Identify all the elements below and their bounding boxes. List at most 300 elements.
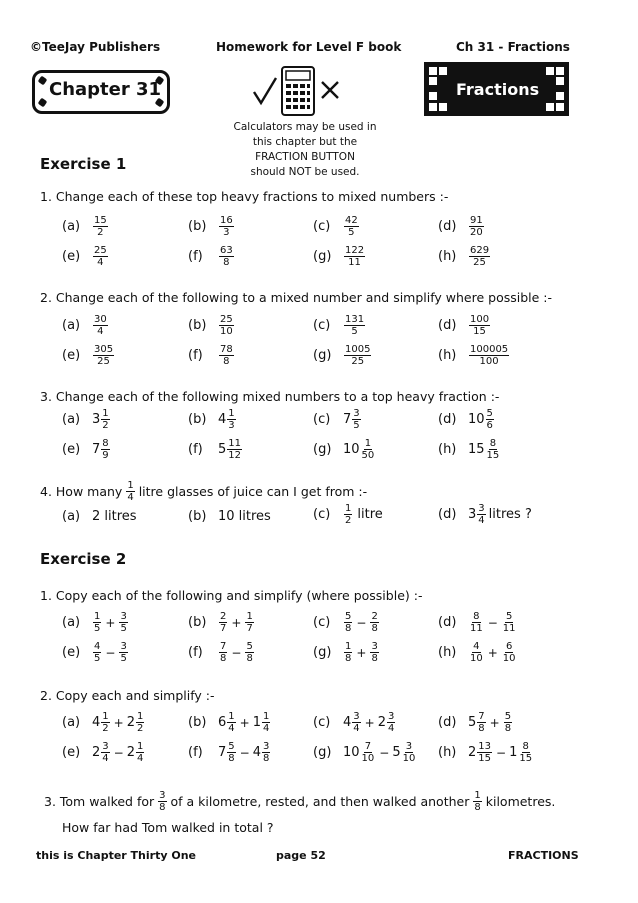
- fraction: [518, 741, 533, 764]
- numerator: 8: [489, 438, 497, 449]
- item-label: (c): [313, 318, 331, 333]
- item-label: (d): [438, 507, 457, 522]
- chapter-badge: [32, 70, 170, 114]
- denominator: 2: [345, 515, 352, 526]
- denominator: 4: [353, 723, 360, 734]
- numerator: 3: [159, 790, 166, 801]
- publisher-label: ©TeeJay Publishers: [30, 40, 161, 54]
- item-label: (g): [313, 645, 332, 660]
- fraction: [477, 503, 485, 526]
- denominator: 8: [159, 802, 166, 813]
- numerator: 3: [263, 741, 270, 752]
- item-label: (c): [313, 507, 331, 522]
- fraction: [136, 741, 144, 764]
- item-label: (c): [313, 715, 331, 730]
- exercise-item: [313, 438, 376, 461]
- operator: +: [231, 615, 242, 630]
- exercise-item: [62, 408, 111, 431]
- fraction: [245, 611, 253, 634]
- fraction: [469, 611, 484, 634]
- fraction: [344, 215, 359, 238]
- exercise-item: [313, 408, 362, 431]
- item-label: (a): [62, 412, 81, 427]
- fraction: [227, 711, 235, 734]
- fraction: [262, 741, 270, 764]
- exercise-item: [62, 711, 145, 734]
- denominator: 8: [504, 723, 512, 734]
- item-value: 2 litres: [92, 509, 137, 524]
- numerator: 3: [371, 641, 378, 652]
- fraction: [93, 344, 114, 367]
- fraction: [477, 741, 492, 764]
- numerator: 1: [137, 711, 144, 722]
- fraction: [227, 438, 242, 461]
- numerator: 63: [220, 245, 233, 256]
- denominator: 5: [348, 227, 355, 238]
- question-1-text: 1. Change each of these top heavy fractions to mixed numbers :-: [40, 189, 449, 204]
- exercise-item: [62, 641, 129, 664]
- numerator: 1: [345, 503, 352, 514]
- fraction: [219, 641, 227, 664]
- exercise-item: [62, 741, 145, 764]
- operator: +: [239, 715, 250, 730]
- numerator: 15: [94, 215, 107, 226]
- note-line: Calculators may be used in: [233, 121, 377, 133]
- exercise-item: [188, 245, 235, 268]
- item-label: (f): [188, 348, 203, 363]
- calculator-icon: [281, 66, 315, 120]
- fraction: [469, 215, 484, 238]
- numerator: 1: [364, 438, 372, 449]
- footer-chapter-text: this is Chapter Thirty One: [36, 849, 196, 862]
- whole-number: 5: [218, 442, 227, 457]
- fraction: [101, 438, 109, 461]
- exercise-item: [438, 314, 491, 337]
- exercise-item: [188, 611, 255, 634]
- whole-number: 4: [218, 412, 227, 427]
- item-label: (h): [438, 745, 457, 760]
- item-label: (a): [62, 615, 81, 630]
- denominator: 7: [246, 623, 253, 634]
- exercise-item: [188, 408, 237, 431]
- question-4-text: [40, 480, 367, 503]
- exercise-item: [62, 215, 109, 238]
- numerator: 1: [94, 611, 101, 622]
- numerator: 1: [345, 641, 352, 652]
- item-label: (g): [313, 442, 332, 457]
- denominator: 12: [228, 450, 242, 461]
- fraction: [469, 314, 490, 337]
- denominator: 11: [502, 623, 516, 634]
- whole-number: 2: [126, 745, 135, 760]
- cross-mark-icon: [320, 80, 340, 104]
- exercise-item: [313, 245, 366, 268]
- note-line: FRACTION BUTTON: [255, 151, 355, 163]
- denominator: 8: [371, 653, 378, 664]
- numerator: 1: [102, 408, 109, 419]
- exercise-2-title: Exercise 2: [40, 550, 127, 568]
- question-2-text: 2. Change each of the following to a mixed number and simplify where possible :-: [40, 290, 553, 305]
- item-value: 10 litres: [218, 509, 271, 524]
- whole-number: 5: [392, 745, 401, 760]
- numerator: 3: [353, 711, 360, 722]
- numerator: 1: [102, 711, 109, 722]
- footer-page-number: page 52: [276, 849, 326, 862]
- whole-number: 4: [252, 745, 261, 760]
- whole-number: 5: [468, 715, 477, 730]
- fraction: [361, 438, 376, 461]
- numerator: 5: [228, 741, 235, 752]
- denominator: 8: [478, 723, 485, 734]
- q4-item-a: [62, 509, 137, 524]
- item-label: (f): [188, 442, 203, 457]
- denominator: 8: [220, 653, 227, 664]
- operator: +: [105, 615, 116, 630]
- denominator: 5: [120, 623, 127, 634]
- exercise-item: [188, 314, 235, 337]
- denominator: 11: [470, 623, 483, 634]
- numerator: 5: [504, 711, 512, 722]
- exercise-item: [188, 215, 235, 238]
- exercise-item: [438, 611, 518, 634]
- whole-number: 4: [92, 715, 101, 730]
- item-label: (a): [62, 318, 81, 333]
- item-label: (f): [188, 645, 203, 660]
- whole-number: 3: [92, 412, 101, 427]
- denominator: 4: [102, 753, 109, 764]
- fraction: [502, 611, 517, 634]
- item-label: (e): [62, 249, 81, 264]
- numerator: 629: [470, 245, 490, 256]
- fraction: [352, 408, 360, 431]
- fraction: [344, 641, 352, 664]
- exercise-item: [438, 438, 501, 461]
- exercise-1-title: Exercise 1: [40, 155, 127, 173]
- q3-text-middle: of a kilometre, rested, and then walked another: [170, 794, 470, 809]
- fraction: [119, 641, 127, 664]
- numerator: 100: [470, 314, 490, 325]
- ex2-question-1-text: 1. Copy each of the following and simplify (where possible) :-: [40, 588, 423, 603]
- item-label: (d): [438, 318, 457, 333]
- numerator: 7: [364, 741, 372, 752]
- fraction: [473, 790, 481, 813]
- fraction: [344, 245, 365, 268]
- denominator: 3: [228, 420, 235, 431]
- numerator: 3: [405, 741, 413, 752]
- whole-number: 3: [468, 507, 477, 522]
- denominator: 8: [228, 753, 235, 764]
- operator: −: [356, 615, 367, 630]
- denominator: 8: [223, 257, 230, 268]
- operator: −: [113, 745, 124, 760]
- numerator: 100005: [470, 344, 509, 355]
- fraction: [101, 741, 109, 764]
- fraction: [262, 711, 270, 734]
- numerator: 7: [478, 711, 485, 722]
- fraction: [344, 314, 365, 337]
- chapter-reference: Ch 31 - Fractions: [456, 40, 570, 54]
- numerator: 5: [246, 641, 253, 652]
- exercise-item: [313, 711, 396, 734]
- operator: −: [105, 645, 116, 660]
- denominator: 4: [263, 723, 270, 734]
- denominator: 25: [351, 356, 365, 367]
- fraction: [93, 611, 101, 634]
- exercise-item: [313, 215, 360, 238]
- whole-number: 7: [92, 442, 101, 457]
- denominator: 4: [388, 723, 395, 734]
- q4-text-after: litre glasses of juice can I get from :-: [138, 484, 368, 499]
- item-value: litres ?: [488, 507, 532, 522]
- item-label: (g): [313, 249, 332, 264]
- note-line: should NOT be used.: [250, 166, 360, 178]
- numerator: 305: [94, 344, 114, 355]
- exercise-item: [62, 314, 109, 337]
- item-label: (a): [62, 715, 81, 730]
- denominator: 25: [97, 356, 110, 367]
- whole-number: 1: [509, 745, 518, 760]
- q4-fraction: [126, 480, 134, 503]
- exercise-item: [188, 711, 271, 734]
- denominator: 4: [97, 257, 104, 268]
- item-label: (f): [188, 249, 203, 264]
- item-label: (b): [188, 715, 207, 730]
- numerator: 13: [478, 741, 492, 752]
- whole-number: 10: [343, 745, 360, 760]
- fraction: [93, 245, 108, 268]
- item-label: (e): [62, 348, 81, 363]
- denominator: 5: [351, 326, 358, 337]
- whole-number: 4: [343, 715, 352, 730]
- denominator: 15: [519, 753, 533, 764]
- denominator: 4: [228, 723, 235, 734]
- denominator: 4: [97, 326, 104, 337]
- numerator: 2: [220, 611, 227, 622]
- numerator: 1: [263, 711, 270, 722]
- fraction: [227, 741, 235, 764]
- item-label: (h): [438, 442, 457, 457]
- fraction: [502, 641, 517, 664]
- whole-number: 2: [468, 745, 477, 760]
- numerator: 7: [220, 641, 227, 652]
- denominator: 7: [220, 623, 227, 634]
- q4-item-b: [188, 509, 271, 524]
- item-label: (h): [438, 645, 457, 660]
- exercise-item: [313, 641, 380, 664]
- numerator: 25: [94, 245, 107, 256]
- numerator: 16: [220, 215, 233, 226]
- numerator: 3: [388, 711, 395, 722]
- operator: +: [113, 715, 124, 730]
- numerator: 3: [102, 741, 109, 752]
- numerator: 2: [371, 611, 378, 622]
- exercise-item: [313, 611, 380, 634]
- whole-number: 6: [218, 715, 227, 730]
- ex2-question-3-text: [44, 790, 555, 813]
- denominator: 4: [127, 492, 134, 503]
- numerator: 8: [522, 741, 529, 752]
- numerator: 6: [505, 641, 513, 652]
- item-label: (h): [438, 348, 457, 363]
- exercise-item: [188, 741, 271, 764]
- fraction: [101, 408, 109, 431]
- ex2-question-2-text: 2. Copy each and simplify :-: [40, 688, 215, 703]
- item-label: (g): [313, 745, 332, 760]
- item-label: (d): [438, 715, 457, 730]
- fraction: [93, 215, 108, 238]
- item-label: (d): [438, 219, 457, 234]
- fraction: [101, 711, 109, 734]
- q3-text-before: 3. Tom walked for: [44, 794, 155, 809]
- numerator: 8: [102, 438, 109, 449]
- fraction: [136, 711, 144, 734]
- fraction: [227, 408, 235, 431]
- numerator: 4: [94, 641, 101, 652]
- numerator: 122: [345, 245, 365, 256]
- whole-number: 2: [92, 745, 101, 760]
- denominator: 15: [478, 753, 492, 764]
- fraction: [158, 790, 166, 813]
- fraction: [219, 611, 227, 634]
- numerator: 3: [120, 641, 127, 652]
- numerator: 1005: [345, 344, 371, 355]
- whole-number: 7: [343, 412, 352, 427]
- exercise-item: [188, 641, 255, 664]
- numerator: 1: [127, 480, 134, 491]
- numerator: 30: [94, 314, 107, 325]
- fractions-banner: [424, 62, 569, 116]
- numerator: 91: [470, 215, 483, 226]
- denominator: 5: [353, 420, 360, 431]
- denominator: 4: [137, 753, 144, 764]
- item-label: (b): [188, 615, 207, 630]
- numerator: 5: [505, 611, 513, 622]
- numerator: 4: [473, 641, 480, 652]
- operator: −: [487, 615, 498, 630]
- fraction: [219, 344, 234, 367]
- denominator: 15: [473, 326, 486, 337]
- denominator: 15: [486, 450, 500, 461]
- fraction: [219, 215, 234, 238]
- numerator: 1: [474, 790, 481, 801]
- book-title: Homework for Level F book: [216, 40, 402, 54]
- numerator: 3: [353, 408, 360, 419]
- denominator: 10: [220, 326, 233, 337]
- item-label: (c): [313, 412, 331, 427]
- exercise-item: [62, 438, 111, 461]
- denominator: 8: [371, 623, 378, 634]
- fraction: [93, 641, 101, 664]
- denominator: 6: [486, 420, 493, 431]
- denominator: 5: [94, 623, 101, 634]
- exercise-item: [62, 611, 129, 634]
- numerator: 1: [137, 741, 144, 752]
- item-label: (f): [188, 745, 203, 760]
- item-value: litre: [357, 507, 383, 522]
- numerator: 8: [473, 611, 480, 622]
- fraction: [504, 711, 512, 734]
- exercise-item: [438, 408, 495, 431]
- exercise-item: [62, 245, 109, 268]
- exercise-item: [438, 215, 485, 238]
- chapter-label: Chapter 31: [49, 79, 162, 100]
- numerator: 42: [345, 215, 358, 226]
- numerator: 78: [220, 344, 233, 355]
- numerator: 25: [220, 314, 233, 325]
- check-mark-icon: [252, 76, 278, 110]
- denominator: 5: [120, 653, 127, 664]
- operator: −: [379, 745, 390, 760]
- item-label: (b): [188, 412, 207, 427]
- fraction: [361, 741, 376, 764]
- whole-number: 7: [218, 745, 227, 760]
- fraction: [219, 245, 234, 268]
- denominator: 20: [470, 227, 483, 238]
- exercise-item: [438, 641, 518, 664]
- numerator: 5: [345, 611, 352, 622]
- q4-item-c: [313, 503, 383, 526]
- denominator: 8: [263, 753, 270, 764]
- denominator: 11: [348, 257, 361, 268]
- fraction: [352, 711, 360, 734]
- q3-text-after: kilometres.: [485, 794, 556, 809]
- q4-item-d: [438, 503, 532, 526]
- denominator: 50: [361, 450, 375, 461]
- exercise-item: [313, 314, 366, 337]
- question-3-text: 3. Change each of the following mixed numbers to a top heavy fraction :-: [40, 389, 500, 404]
- numerator: 1: [228, 408, 235, 419]
- whole-number: 1: [252, 715, 261, 730]
- denominator: 100: [479, 356, 499, 367]
- exercise-item: [438, 245, 491, 268]
- denominator: 25: [473, 257, 486, 268]
- fraction: [477, 711, 485, 734]
- operator: −: [496, 745, 507, 760]
- item-label: (e): [62, 442, 81, 457]
- item-label: (d): [438, 615, 457, 630]
- item-label: (a): [62, 219, 81, 234]
- fraction: [402, 741, 417, 764]
- denominator: 10: [470, 653, 483, 664]
- fraction: [344, 611, 352, 634]
- denominator: 8: [345, 623, 352, 634]
- denominator: 2: [102, 723, 109, 734]
- fractions-title: Fractions: [456, 80, 540, 99]
- exercise-item: [438, 344, 510, 367]
- fraction: [469, 245, 490, 268]
- exercise-item: [188, 438, 243, 461]
- exercise-item: [313, 741, 417, 764]
- footer-topic: FRACTIONS: [508, 849, 579, 862]
- item-label: (c): [313, 615, 331, 630]
- numerator: 5: [486, 408, 493, 419]
- fraction: [469, 344, 509, 367]
- operator: −: [231, 645, 242, 660]
- q4-text-before: 4. How many: [40, 484, 123, 499]
- whole-number: 2: [126, 715, 135, 730]
- fraction: [469, 641, 484, 664]
- item-label: (h): [438, 249, 457, 264]
- item-label: (e): [62, 645, 81, 660]
- denominator: 8: [345, 653, 352, 664]
- numerator: 1: [246, 611, 253, 622]
- item-label: (e): [62, 745, 81, 760]
- numerator: 3: [478, 503, 485, 514]
- numerator: 3: [120, 611, 127, 622]
- fraction: [344, 503, 352, 526]
- denominator: 2: [137, 723, 144, 734]
- operator: +: [487, 645, 498, 660]
